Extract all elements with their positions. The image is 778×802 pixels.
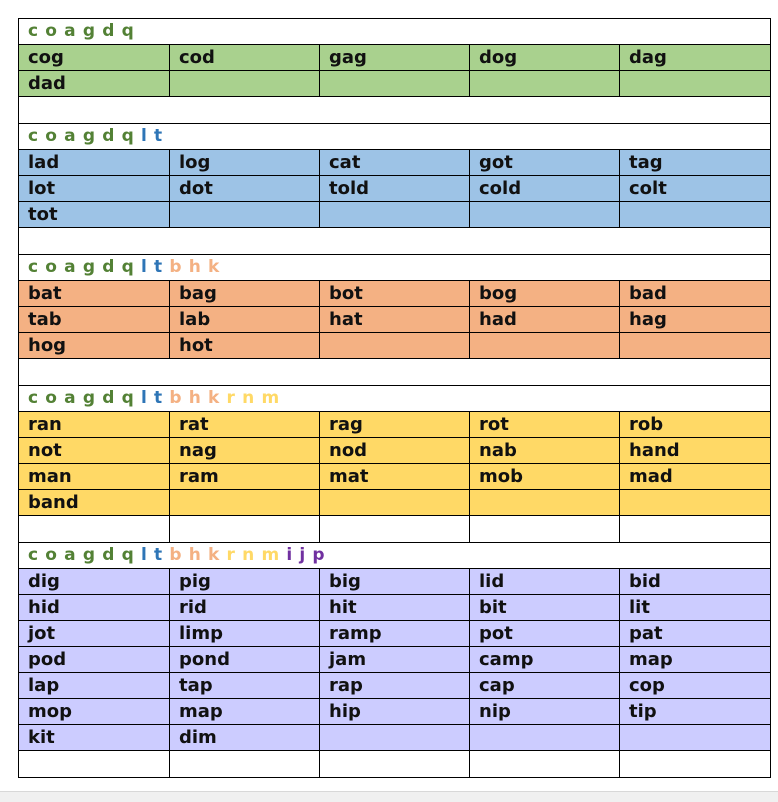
- letter: t: [154, 257, 165, 277]
- letter: k: [208, 257, 222, 277]
- word-row: [19, 412, 771, 438]
- word-cell: pot: [470, 621, 620, 647]
- section-header-row: [19, 19, 771, 45]
- letter-set-header: [19, 543, 771, 569]
- word-cell: rag: [320, 412, 470, 438]
- word-cell: cold: [470, 176, 620, 202]
- word-cell: got: [470, 150, 620, 176]
- letter: q: [121, 257, 136, 277]
- word-cell: dig: [19, 569, 170, 595]
- letter: a: [64, 388, 78, 408]
- letter-set-header: [19, 19, 771, 45]
- letter: h: [188, 545, 204, 565]
- word-cell: had: [470, 307, 620, 333]
- letter: r: [226, 388, 238, 408]
- word-cell: map: [170, 699, 320, 725]
- word-cell: tap: [170, 673, 320, 699]
- letter: t: [154, 126, 165, 146]
- letter: d: [102, 388, 117, 408]
- word-cell: man: [19, 464, 170, 490]
- word-cell: log: [170, 150, 320, 176]
- letter-set-header: [19, 124, 771, 150]
- word-cell: mob: [470, 464, 620, 490]
- letter: o: [45, 545, 60, 565]
- word-row: [19, 45, 771, 71]
- word-cell: hand: [620, 438, 771, 464]
- letter: a: [64, 257, 78, 277]
- word-cell: cap: [470, 673, 620, 699]
- word-cell: dim: [170, 725, 320, 751]
- letter: q: [121, 21, 136, 41]
- word-cell: rap: [320, 673, 470, 699]
- letter: d: [102, 257, 117, 277]
- word-cell: mat: [320, 464, 470, 490]
- letter: t: [154, 545, 165, 565]
- word-row: [19, 725, 771, 751]
- word-cell: rid: [170, 595, 320, 621]
- blank-row: [19, 97, 771, 124]
- letter: t: [154, 388, 165, 408]
- word-cell: mop: [19, 699, 170, 725]
- letter: d: [102, 126, 117, 146]
- word-cell: camp: [470, 647, 620, 673]
- word-cell: rat: [170, 412, 320, 438]
- word-cell: [170, 202, 320, 228]
- letter: a: [64, 126, 78, 146]
- word-cell: nab: [470, 438, 620, 464]
- blank-cell: [170, 516, 320, 543]
- letter: h: [188, 388, 204, 408]
- word-cell: bad: [620, 281, 771, 307]
- letter: k: [208, 388, 222, 408]
- word-cell: colt: [620, 176, 771, 202]
- word-cell: rob: [620, 412, 771, 438]
- word-cell: [470, 490, 620, 516]
- section-header-row: [19, 543, 771, 569]
- page-bottom-edge: [0, 791, 778, 802]
- letter: a: [64, 545, 78, 565]
- word-table-body: [19, 19, 771, 778]
- word-cell: [620, 71, 771, 97]
- word-cell: pond: [170, 647, 320, 673]
- letter: j: [299, 545, 308, 565]
- word-table: [18, 18, 771, 778]
- word-cell: bog: [470, 281, 620, 307]
- blank-cell: [320, 516, 470, 543]
- word-cell: hot: [170, 333, 320, 359]
- word-row: [19, 176, 771, 202]
- blank-cell: [170, 751, 320, 778]
- word-cell: gag: [320, 45, 470, 71]
- word-row: [19, 647, 771, 673]
- letter: l: [140, 126, 149, 146]
- letter: n: [242, 388, 257, 408]
- word-row: [19, 333, 771, 359]
- letter: r: [226, 545, 238, 565]
- word-cell: pig: [170, 569, 320, 595]
- word-cell: [470, 71, 620, 97]
- word-cell: band: [19, 490, 170, 516]
- letter: q: [121, 388, 136, 408]
- word-cell: ram: [170, 464, 320, 490]
- letter: c: [28, 545, 41, 565]
- word-cell: bit: [470, 595, 620, 621]
- word-row: [19, 281, 771, 307]
- word-cell: nod: [320, 438, 470, 464]
- word-cell: [170, 490, 320, 516]
- letter: d: [102, 21, 117, 41]
- word-cell: cop: [620, 673, 771, 699]
- word-cell: jot: [19, 621, 170, 647]
- word-row: [19, 71, 771, 97]
- letter: p: [312, 545, 327, 565]
- word-cell: bid: [620, 569, 771, 595]
- word-cell: [470, 725, 620, 751]
- blank-cell: [470, 751, 620, 778]
- word-row: [19, 438, 771, 464]
- word-cell: not: [19, 438, 170, 464]
- word-cell: lot: [19, 176, 170, 202]
- word-cell: [320, 490, 470, 516]
- letter: i: [286, 545, 295, 565]
- word-cell: tip: [620, 699, 771, 725]
- word-cell: dad: [19, 71, 170, 97]
- word-cell: lad: [19, 150, 170, 176]
- word-cell: cog: [19, 45, 170, 71]
- letter: a: [64, 21, 78, 41]
- word-cell: cod: [170, 45, 320, 71]
- word-cell: pat: [620, 621, 771, 647]
- letter: q: [121, 545, 136, 565]
- blank-row: [19, 516, 771, 543]
- letter: n: [242, 545, 257, 565]
- word-cell: lab: [170, 307, 320, 333]
- word-cell: dog: [470, 45, 620, 71]
- word-cell: [620, 333, 771, 359]
- word-cell: bot: [320, 281, 470, 307]
- word-cell: lit: [620, 595, 771, 621]
- letter: g: [82, 388, 98, 408]
- blank-cell: [320, 751, 470, 778]
- word-cell: kit: [19, 725, 170, 751]
- section-header-row: [19, 386, 771, 412]
- word-cell: nip: [470, 699, 620, 725]
- word-cell: hip: [320, 699, 470, 725]
- word-cell: told: [320, 176, 470, 202]
- letter-set-header: [19, 386, 771, 412]
- blank-cell: [19, 97, 771, 124]
- word-row: [19, 202, 771, 228]
- letter: q: [121, 126, 136, 146]
- word-cell: hog: [19, 333, 170, 359]
- word-cell: hid: [19, 595, 170, 621]
- word-cell: bat: [19, 281, 170, 307]
- letter: b: [169, 545, 184, 565]
- blank-cell: [19, 359, 771, 386]
- word-cell: hit: [320, 595, 470, 621]
- word-row: [19, 621, 771, 647]
- word-row: [19, 150, 771, 176]
- word-cell: ran: [19, 412, 170, 438]
- word-cell: hag: [620, 307, 771, 333]
- word-cell: hat: [320, 307, 470, 333]
- letter: g: [82, 126, 98, 146]
- blank-cell: [620, 516, 771, 543]
- letter: h: [188, 257, 204, 277]
- letter: l: [140, 545, 149, 565]
- letter: d: [102, 545, 117, 565]
- word-row: [19, 307, 771, 333]
- word-cell: nag: [170, 438, 320, 464]
- letter: b: [169, 388, 184, 408]
- letter: o: [45, 126, 60, 146]
- blank-row: [19, 359, 771, 386]
- letter: o: [45, 21, 60, 41]
- word-cell: big: [320, 569, 470, 595]
- blank-cell: [19, 751, 170, 778]
- word-row: [19, 490, 771, 516]
- blank-cell: [19, 516, 170, 543]
- word-cell: map: [620, 647, 771, 673]
- letter: c: [28, 126, 41, 146]
- word-cell: [320, 333, 470, 359]
- word-cell: [320, 202, 470, 228]
- blank-cell: [470, 516, 620, 543]
- word-cell: tab: [19, 307, 170, 333]
- blank-cell: [19, 228, 771, 255]
- word-cell: [620, 725, 771, 751]
- word-cell: cat: [320, 150, 470, 176]
- letter-set-header: [19, 255, 771, 281]
- word-cell: tot: [19, 202, 170, 228]
- word-cell: lid: [470, 569, 620, 595]
- letter: k: [208, 545, 222, 565]
- section-header-row: [19, 255, 771, 281]
- letter: l: [140, 257, 149, 277]
- word-cell: [170, 71, 320, 97]
- letter: c: [28, 388, 41, 408]
- letter: c: [28, 257, 41, 277]
- word-cell: rot: [470, 412, 620, 438]
- word-cell: lap: [19, 673, 170, 699]
- blank-row: [19, 751, 771, 778]
- word-cell: mad: [620, 464, 771, 490]
- letter: c: [28, 21, 41, 41]
- letter: l: [140, 388, 149, 408]
- word-cell: [320, 725, 470, 751]
- letter: o: [45, 388, 60, 408]
- word-cell: [470, 333, 620, 359]
- word-cell: [620, 490, 771, 516]
- word-cell: jam: [320, 647, 470, 673]
- letter: g: [82, 545, 98, 565]
- word-row: [19, 569, 771, 595]
- word-cell: bag: [170, 281, 320, 307]
- letter: m: [261, 388, 282, 408]
- word-cell: dag: [620, 45, 771, 71]
- word-cell: pod: [19, 647, 170, 673]
- section-header-row: [19, 124, 771, 150]
- word-cell: tag: [620, 150, 771, 176]
- word-row: [19, 464, 771, 490]
- blank-cell: [620, 751, 771, 778]
- word-row: [19, 595, 771, 621]
- word-row: [19, 699, 771, 725]
- word-cell: [320, 71, 470, 97]
- word-cell: limp: [170, 621, 320, 647]
- letter: g: [82, 21, 98, 41]
- word-cell: [620, 202, 771, 228]
- letter: g: [82, 257, 98, 277]
- letter: m: [261, 545, 282, 565]
- word-row: [19, 673, 771, 699]
- blank-row: [19, 228, 771, 255]
- letter: b: [169, 257, 184, 277]
- word-cell: ramp: [320, 621, 470, 647]
- word-cell: [470, 202, 620, 228]
- letter: o: [45, 257, 60, 277]
- word-cell: dot: [170, 176, 320, 202]
